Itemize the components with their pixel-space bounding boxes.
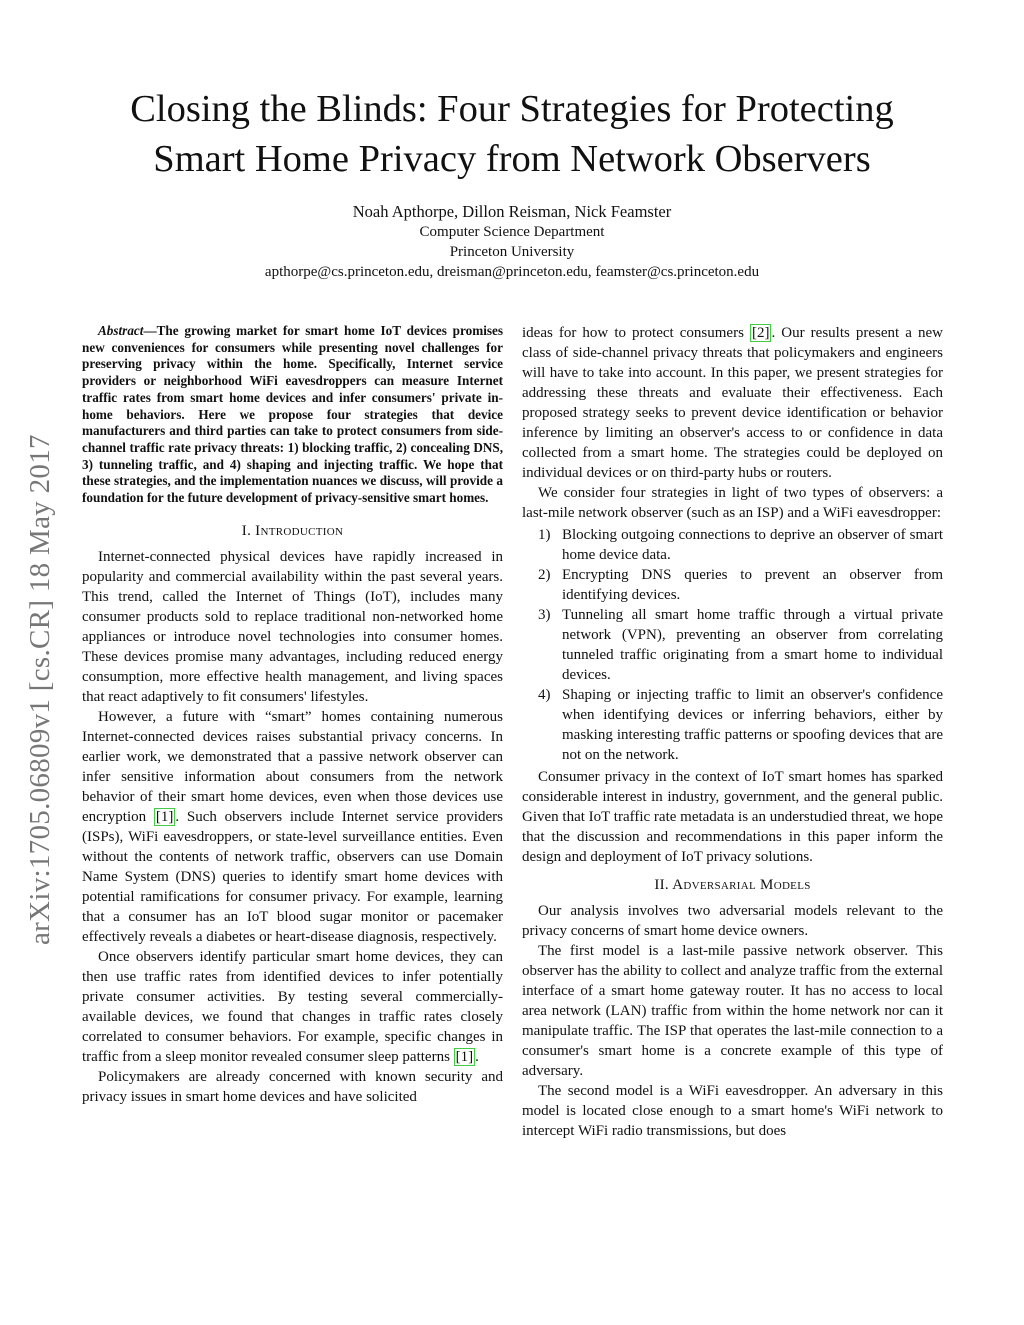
list-number: 2) — [538, 567, 551, 583]
list-number: 3) — [538, 607, 551, 623]
paper-title — [0, 84, 1024, 184]
section-heading-introduction: I. Introduction — [241, 522, 344, 539]
abstract-text: —The growing market for smart home IoT devices promises new conveniences for consumers while presenting novel challenges for preserving privacy within the home. Specifically, Internet service providers or neighborhood WiFi eavesdroppers can measure Internet traffic rates from smart home devices and infer consumers' private in-home behaviors. Here we propose four strategies that device manufacturers and third parties can take to protect consumers from side-channel traffic rate privacy threats: 1) blocking traffic, 2) concealing DNS, 3) tunneling traffic, and 4) shaping and injecting traffic. We hope that these strategies, and the implementation nuances we discuss, will provide a foundation for the future development of privacy-sensitive smart homes. — [82, 323, 503, 506]
list-text: Tunneling all smart home traffic through a virtual private network (VPN), preventing an observer from correlating tunneled traffic originating from a smart home to individual devices. — [562, 607, 943, 683]
title-line-1: Closing the Blinds: Four Strategies for Protecting — [130, 88, 894, 130]
abstract — [82, 323, 503, 507]
paragraph — [522, 323, 943, 483]
author-block — [0, 202, 1024, 282]
university: Princeton University — [449, 244, 575, 260]
left-column — [82, 323, 503, 1107]
list-number: 4) — [538, 687, 551, 703]
list-item — [522, 565, 943, 605]
paragraph: Consumer privacy in the context of IoT smart homes has sparked considerable interest in industry, government, and the general public. Given that IoT traffic rate metadata is an understudied threat, we hope that the discussion and recommendations in this paper inform the design and deployment of IoT privacy solutions. — [522, 769, 943, 865]
text: . Our results present a new class of side-channel privacy threats that policymakers and engineers will have to take into account. In this paper, we present strategies for addressing these threats and evaluate their effectiveness. Each proposed strategy seeks to prevent device identification or behavior inference by limiting an observer's access to or confidence in data collected from a smart home. The strategies could be deployed on individual devices or on third-party hubs or routers. — [522, 325, 943, 481]
department: Computer Science Department — [419, 224, 605, 240]
right-column — [522, 323, 943, 1141]
citation-link[interactable]: [2] — [751, 325, 770, 341]
list-item — [522, 525, 943, 565]
list-text: Encrypting DNS queries to prevent an observer from identifying devices. — [562, 567, 943, 603]
list-number: 1) — [538, 527, 551, 543]
text: However, a future with “smart” homes containing numerous Internet-connected devices raises substantial privacy concerns. In earlier work, we demonstrated that a passive network observer can infer sensitive information about consumers from the network behavior of their smart home devices, even when those devices use encryption — [82, 708, 503, 825]
strategy-list — [522, 525, 943, 765]
paragraph: The first model is a last-mile passive network observer. This observer has the ability to collect and analyze traffic from the external interface of a smart home gateway router. It has no access to local area network (LAN) traffic from within the home network nor can it manipulate traffic. The ISP that operates the last-mile connection to a consumer's smart home is a concrete example of this type of adversary. — [522, 943, 943, 1079]
abstract-label: Abstract — [98, 323, 144, 338]
arxiv-stamp: arXiv:1705.06809v1 [cs.CR] 18 May 2017 — [24, 434, 56, 945]
paragraph: Policymakers are already concerned with known security and privacy issues in smart home devices and have solicited — [82, 1068, 503, 1105]
title-line-2: Smart Home Privacy from Network Observers — [153, 138, 871, 180]
paragraph: We consider four strategies in light of two types of observers: a last-mile network observer (such as an ISP) and a WiFi eavesdropper: — [522, 485, 943, 521]
list-item — [522, 605, 943, 685]
paragraph: Our analysis involves two adversarial models relevant to the privacy concerns of smart home device owners. — [522, 903, 943, 939]
paragraph: Internet-connected physical devices have rapidly increased in popularity and commercial availability within the past several years. This trend, called the Internet of Things (IoT), includes many consumer products sold to replace traditional non-networked home appliances or introduce novel technologies into consumer homes. These devices promise many advantages, including reduced energy consumption, more effective health management, and living spaces that react adaptively to fit consumers' lifestyles. — [82, 548, 503, 705]
text: . — [475, 1048, 479, 1065]
paragraph: The second model is a WiFi eavesdropper. An adversary in this model is located close enough to a smart home's WiFi network to intercept WiFi radio transmissions, but does — [522, 1083, 943, 1139]
text: . Such observers include Internet service providers (ISPs), WiFi eavesdroppers, or state-level surveillance entities. Even without the contents of network traffic, observers can use Domain Name System (DNS) queries to identify smart home devices with potential ramifications for consumer privacy. For example, learning that a consumer has an IoT blood sugar monitor or pacemaker effectively reveals a diabetes or heart-disease diagnosis, respectively. — [82, 808, 503, 945]
paragraph — [82, 707, 503, 947]
list-text: Shaping or injecting traffic to limit an observer's confidence when identifying devices or inferring behaviors, either by masking interesting traffic patterns or spoofing devices that are not on the network. — [562, 687, 943, 763]
section-heading-adversarial-models: II. Adversarial Models — [654, 877, 811, 893]
paragraph — [82, 947, 503, 1067]
list-text: Blocking outgoing connections to deprive an observer of smart home device data. — [562, 527, 943, 563]
text: Once observers identify particular smart home devices, they can then use traffic rates from identified devices to infer potentially private consumer activities. By testing several commercially-available devices, we found that changes in traffic rates closely correlated to consumer behaviors. For example, specific changes in traffic from a sleep monitor revealed consumer sleep patterns — [82, 948, 503, 1065]
citation-link[interactable]: [1] — [155, 808, 174, 825]
text: ideas for how to protect consumers — [522, 325, 750, 341]
list-item — [522, 685, 943, 765]
citation-link[interactable]: [1] — [455, 1048, 474, 1065]
author-emails: apthorpe@cs.princeton.edu, dreisman@princeton.edu, feamster@cs.princeton.edu — [264, 264, 760, 280]
author-names: Noah Apthorpe, Dillon Reisman, Nick Feamster — [352, 202, 672, 221]
